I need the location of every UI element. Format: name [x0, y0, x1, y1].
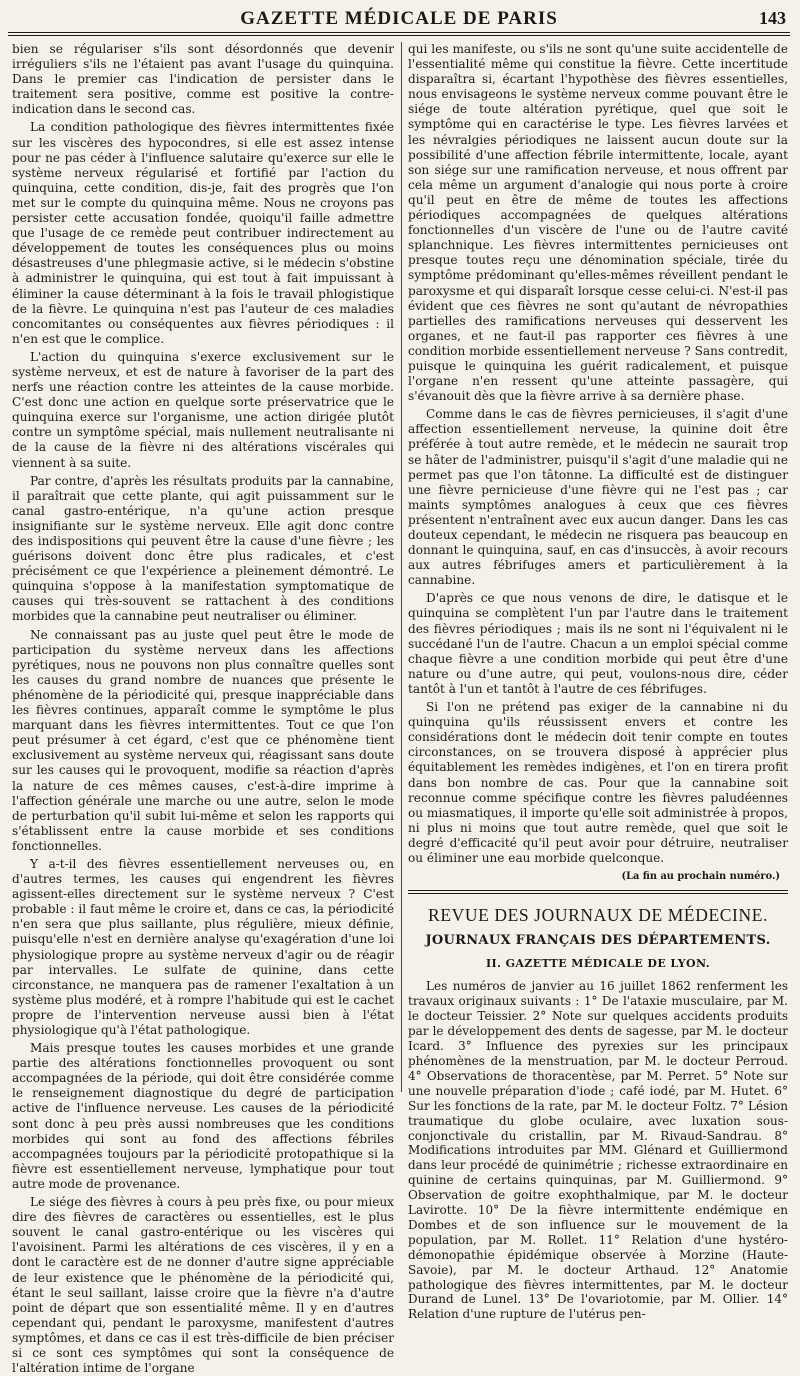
continued-note: (La fin au prochain numéro.)	[621, 871, 780, 883]
revue-subtitle: JOURNAUX FRANÇAIS DES DÉPARTEMENTS.	[425, 933, 771, 949]
page-number: 143	[759, 8, 786, 28]
right-column-paragraph: Si l'on ne prétend pas exiger de la cannabine ni du quinquina qu'ils réussissent envers et contre les considérations dont le médecin doit tenir compte en toutes circonstances, on se trouvera disposé à apprécier plus équitablement les remèdes indigènes, et l'on en tirera profit dans bon nombre de cas. Pour que la cannabine soit reconnue comme spécifique contre les fièvres paludéennes ou miasmatiques, il importe qu'elle soit administrée à propos, ni plus ni moins que tout autre remède, quel que soit le degré d'efficacité qu'il peut avoir pour détruire, neutraliser ou éliminer une eau morbide quelconque.	[408, 700, 788, 865]
left-column-paragraph: Y a-t-il des fièvres essentiellement nerveuses ou, en d'autres termes, les causes qui engendrent les fièvres agissent-elles directement sur le système nerveux ? C'est probable : il faut même le croire et, dans ce cas, la périodicité n'en sera que plus saillante, plus régulière, mieux définie, puisqu'elle n'est en dernière analyse qu'exagération d'une loi physiologique propre au système nerveux d'agir ou de réagir par intervalles. Le sulfate de quinine, dans cette circonstance, ne manquera pas de ramener l'exaltation à un système plus modéré, et à rompre l'habitude qui est le cachet propre de l'intervention nerveuse aussi bien à l'état physiologique qu'à l'état pathologique.	[12, 856, 394, 1037]
right-column-article	[408, 42, 788, 866]
left-column	[12, 42, 394, 1376]
section-rule-thick	[408, 890, 788, 891]
left-column-paragraph: L'action du quinquina s'exerce exclusivement sur le système nerveux, et est de nature à favoriser de la part des nerfs une réaction contre les atteintes de la cause morbide. C'est donc une action en quelque sorte préservatrice que le quinquina exerce sur l'organisme, une action dirigée plutôt contre un symptôme spécial, mais nullement neutralisante ni de la cause de la fièvre ni des altérations viscérales qui viennent à sa suite.	[12, 349, 394, 470]
revue-title: REVUE DES JOURNAUX DE MÉDECINE.	[428, 905, 768, 926]
page-header	[8, 6, 790, 33]
right-column	[408, 42, 788, 1322]
left-column-paragraph: Le siége des fièvres à cours à peu près fixe, ou pour mieux dire des fièvres de caractères ou essentielles, est le plus souvent le canal gastro-entérique ou les viscères qui l'avoisinent. Parmi les altérations de ces viscères, il y en a dont le caractère est de ne donner d'autre signe appréciable de leur existence que le phénomène de la périodicité qui, étant le seul saillant, laisse croire que la fièvre n'a d'autre point de départ que son essentialité même. Il y en d'autres cependant qui, pendant le paroxysme, manifestent d'autres symptômes, et dans ce cas il est très-difficile de bien préciser si ce sont ces symptômes qui sont la conséquence de l'altération intime de l'organe	[12, 1195, 394, 1376]
right-column-paragraph: D'après ce que nous venons de dire, le datisque et le quinquina se complètent l'un par l'autre dans le traitement des fièvres périodiques ; mais ils ne sont ni l'équivalent ni le succédané l'un de l'autre. Chacun a un emploi spécial comme chaque fièvre a une condition morbide qui peut être d'une nature ou d'une autre, qui peut, voulons-nous dire, céder tantôt à l'un et tantôt à l'autre de ces fébrifuges.	[408, 591, 788, 696]
left-column-paragraph: Ne connaissant pas au juste quel peut être le mode de participation du système nerveux dans les affections pyrétiques, nous ne pouvons non plus connaître quelles sont les causes du grand nombre de nuances que présente le phénomène de la périodicité qui, presque inappréciable dans les fièvres continues, apparaît comme le symptôme le plus marquant dans les fièvres intermittentes. Tout ce que l'on peut présumer à cet égard, c'est que ce phénomène tient exclusivement au système nerveux qui, réagissant sans doute sur les causes qui le provoquent, modifie sa réaction d'après la nature de ces mêmes causes, c'est-à-dire imprime à l'affection générale une marche ou une autre, selon le mode de perturbation qu'il subit lui-même et selon les rapports qui s'établissent entre la cause morbide et ses conditions fonctionnelles.	[12, 627, 394, 853]
left-column-paragraph: Mais presque toutes les causes morbides et une grande partie des altérations fonctionnelles provoquent ou sont accompagnées de la période, qui doit être considérée comme le renseignement diagnostique du degré de participation active de l'influence nerveuse. Les causes de la périodicité sont donc à peu près aussi nombreuses que les conditions morbides qui sont au fond des affections fébriles accompagnées toujours par la périodicité protopathique si la fièvre est essentiellement nerveuse, lymphatique pour tout autre mode de provenance.	[12, 1041, 394, 1191]
header-rule	[8, 35, 790, 36]
column-divider	[401, 42, 402, 1092]
revue-section-heading: II. GAZETTE MÉDICALE DE LYON.	[486, 957, 710, 971]
left-column-paragraph: bien se régulariser s'ils sont désordonnés que devenir irréguliers s'ils ne l'étaient pas avant l'usage du quinquina. Dans le premier cas l'indication de persister dans le traitement sera positive, comme est positive la contre-indication dans le second cas.	[12, 42, 394, 117]
revue-body: Les numéros de janvier au 16 juillet 1862 renferment les travaux originaux suivants : 1° De l'ataxie musculaire, par M. le docteur Teissier. 2° Note sur quelques accidents produits par le développement des dents de sagesse, par M. le docteur Icard. 3° Influence des pyrexies sur les principaux phénomènes de la menstruation, par M. le docteur Perroud. 4° Observations de thoracentèse, par M. Perret. 5° Note sur une nouvelle préparation d'iode ; café iodé, par M. Hutet. 6° Sur les fonctions de la rate, par M. le docteur Foltz. 7° Lésion traumatique du globe oculaire, avec luxation sous-conjonctivale du cristallin, par M. Rivaud-Sandrau. 8° Modifications introduites par MM. Glénard et Guilliermond dans leur procédé de quinimétrie ; richesse extraordinaire en quinine de certains quinquinas, par M. Guilliermond. 9° Observation de goitre exophthalmique, par M. le docteur Lavirotte. 10° De la fièvre intermittente endémique en Dombes et de son influence sur le mouvement de la population, par M. Rollet. 11° Relation d'une hystéro-démonopathie épidémique observée à Morzine (Haute-Savoie), par M. le docteur Arthaud. 12° Anatomie pathologique des fièvres intermittentes, par M. le docteur Durand de Lunel. 13° De l'ovariotomie, par M. Ollier. 14° Relation d'une rupture de l'utérus pen-	[408, 979, 788, 1322]
section-rule-thin	[408, 893, 788, 894]
left-column-paragraph: La condition pathologique des fièvres intermittentes fixée sur les viscères des hypocondres, si elle est assez intense pour ne pas céder à l'influence salutaire qu'exerce sur elle le système nerveux régularisé et fortifié par l'action du quinquina, cette condition, dis-je, fait des progrès que l'on met sur le compte du quinquina même. Nous ne croyons pas persister cette accusation fondée, quoiqu'il faille admettre que l'usage de ce remède peut contribuer indirectement au développement de toutes les conséquences plus ou moins désastreuses d'une phlegmasie active, si le médecin s'obstine à administrer le quinquina, qui est tout à fait impuissant à éliminer la cause déterminant à la fois le travail phlogistique de la fièvre. Le quinquina n'est pas l'auteur de ces maladies concomitantes ou conséquentes aux fièvres périodiques : il n'en est que le complice.	[12, 120, 394, 346]
journal-title: GAZETTE MÉDICALE DE PARIS	[240, 8, 558, 29]
right-column-paragraph: qui les manifeste, ou s'ils ne sont qu'une suite accidentelle de l'essentialité même qui constitue la fièvre. Cette incertitude disparaîtra si, écartant l'hypothèse des fièvres essentielles, nous envisageons le système nerveux comme pouvant être le siége de toute altération pyrétique, quel que soit le symptôme qui en caractérise le type. Les fièvres larvées et les névralgies périodiques ne laissent aucun doute sur la possibilité d'une affection fébrile intermittente, locale, ayant son siége sur une ramification nerveuse, et nous offrent par cela même un argument d'analogie qui nous porte à croire qu'il peut en être de même de toutes les affections périodiques accompagnées de quelques altérations fonctionnelles d'un viscère de l'une ou de l'autre cavité splanchnique. Les fièvres intermittentes pernicieuses ont presque toutes reçu une dénomination spéciale, tirée du symptôme prédominant qu'elles-mêmes réveillent pendant le paroxysme et qui disparaît lorsque cesse celui-ci. N'est-il pas évident que ces fièvres ne sont qu'autant de névropathies partielles des ramifications nerveuses qui desservent les organes, et ne faut-il pas rapporter ces fièvres à une condition morbide essentiellement nerveuse ? Sans contredit, puisque le quinquina les guérit radicalement, et puisque l'organe n'en ressent qu'une atteinte passagère, qui s'évanouit dès que la fièvre arrive à sa dernière phase.	[408, 42, 788, 404]
right-column-paragraph: Comme dans le cas de fièvres pernicieuses, il s'agit d'une affection essentiellement nerveuse, la quinine doit être préférée à tout autre remède, et le médecin ne saurait trop se hâter de l'administrer, puisqu'il s'agit d'une maladie qui ne permet pas que l'on tâtonne. La difficulté est de distinguer une fièvre pernicieuse d'une fièvre qui ne l'est pas ; car maints symptômes analogues à ceux que ces fièvres présentent n'entraînent avec eux aucun danger. Dans les cas douteux cependant, le médecin ne risquera pas beaucoup en donnant le quinquina, sauf, en cas d'insuccès, à avoir recours aux autres fébrifuges amers et particulièrement à la cannabine.	[408, 407, 788, 588]
left-column-paragraph: Par contre, d'après les résultats produits par la cannabine, il paraîtrait que cette plante, qui agit puissamment sur le canal gastro-entérique, n'a qu'une action presque insignifiante sur le système nerveux. Elle agit donc contre des indispositions qui peuvent être la cause d'une fièvre ; les guérisons doivent donc être plus radicales, et c'est précisément ce que l'expérience a pleinement démontré. Le quinquina s'oppose à la manifestation symptomatique de causes qui très-souvent se rattachent à des conditions morbides que la cannabine peut neutraliser ou éliminer.	[12, 473, 394, 624]
